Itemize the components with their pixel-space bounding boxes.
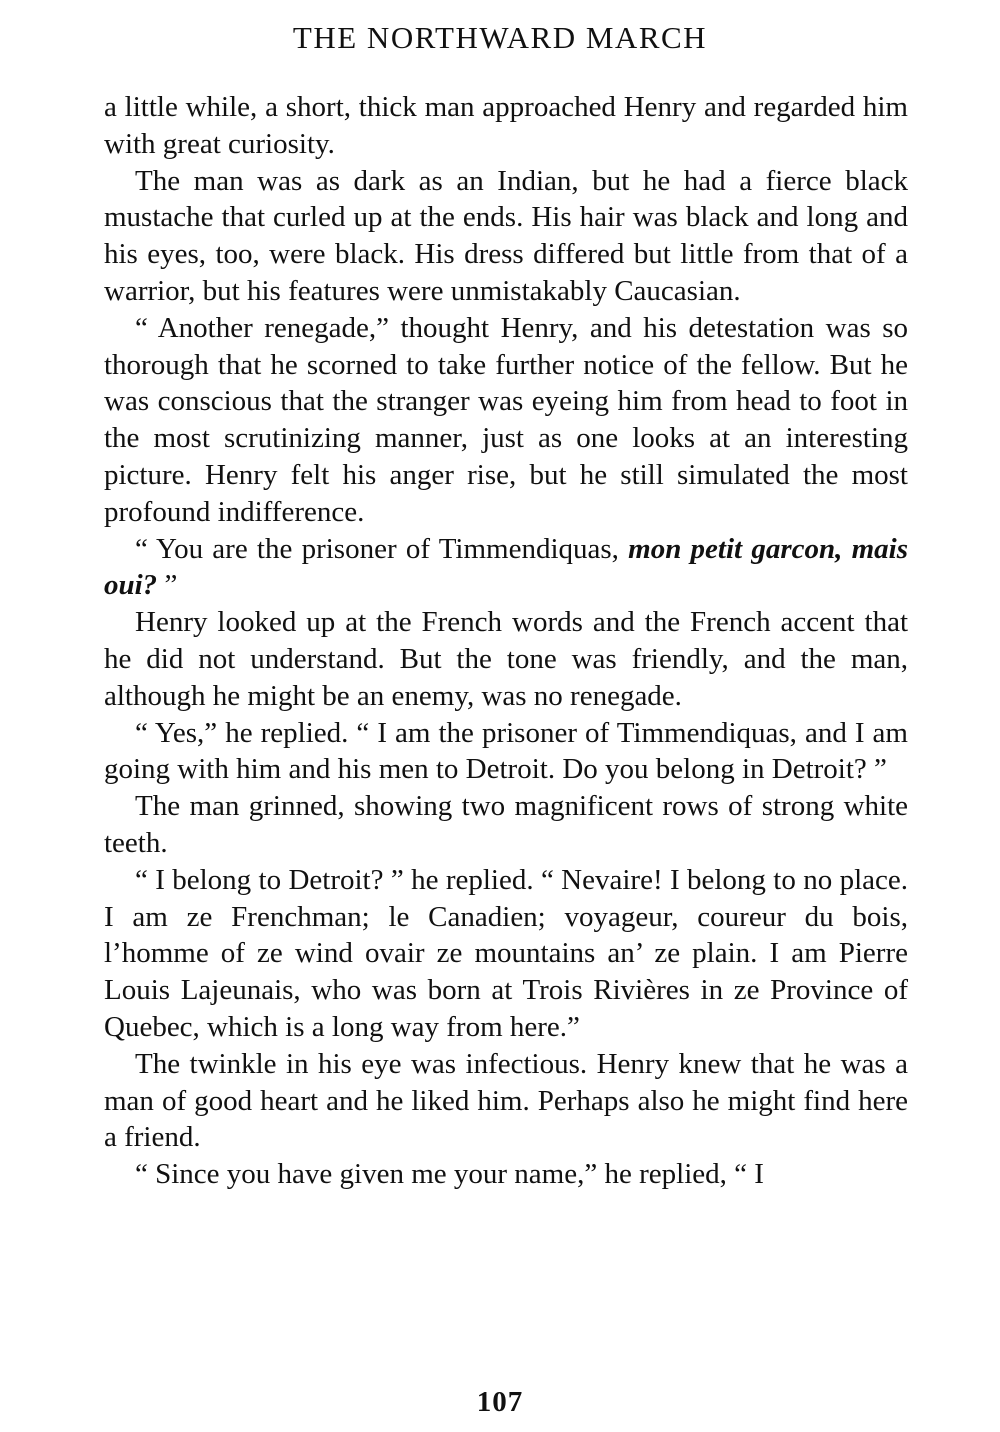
paragraph: “ I belong to Detroit? ” he replied. “ Nevaire! I belong to no place. I am ze Frenchman; le Canadien; voyageur, coureur du bois, l’homme of ze wind ovair ze mountains an’ ze plain. I am Pierre Louis Lajeunais, who was born at Trois Rivières in ze Province of Quebec, which is a long way from here.”: [104, 863, 908, 1043]
paragraph: Henry looked up at the French words and the French accent that he did not understand. But the tone was friendly, and the man, although he might be an enemy, was no renegade.: [104, 606, 908, 712]
page-number: 107: [476, 1386, 524, 1418]
closing-quote: ”: [157, 569, 178, 602]
running-head: THE NORTHWARD MARCH: [292, 20, 708, 55]
paragraph: The man was as dark as an Indian, but he had a fierce black mustache that curled up at the ends. His hair was black and long and his eyes, too, were black. His dress differed but little from that of a warrior, but his features were unmistakably Caucasian.: [104, 164, 908, 307]
dialogue-text: “ You are the prisoner of Timmendiquas,: [135, 532, 629, 565]
paragraph: “ Since you have given me your name,” he replied, “ I: [135, 1158, 764, 1191]
paragraph-dialogue-french: [104, 531, 908, 605]
french-phrase: mon petit garcon, mais oui?: [104, 532, 908, 602]
body-text: [104, 89, 908, 1193]
paragraph-continued: a little while, a short, thick man approached Henry and regarded him with great curiosity.: [104, 91, 908, 160]
paragraph: The man grinned, showing two magnificent rows of strong white teeth.: [104, 790, 908, 859]
paragraph: “ Another renegade,” thought Henry, and his detestation was so thorough that he scorned to take further notice of the fellow. But he was conscious that the stranger was eyeing him from head to foot in the most scrutinizing manner, just as one looks at an interesting picture. Henry felt his anger rise, but he still simulated the most profound indifference.: [104, 311, 908, 528]
paragraph: “ Yes,” he replied. “ I am the prisoner of Timmendiquas, and I am going with him and his men to Detroit. Do you belong in Detroit? ”: [104, 716, 908, 786]
paragraph: The twinkle in his eye was infectious. Henry knew that he was a man of good heart and he liked him. Perhaps also he might find here a friend.: [104, 1047, 908, 1154]
